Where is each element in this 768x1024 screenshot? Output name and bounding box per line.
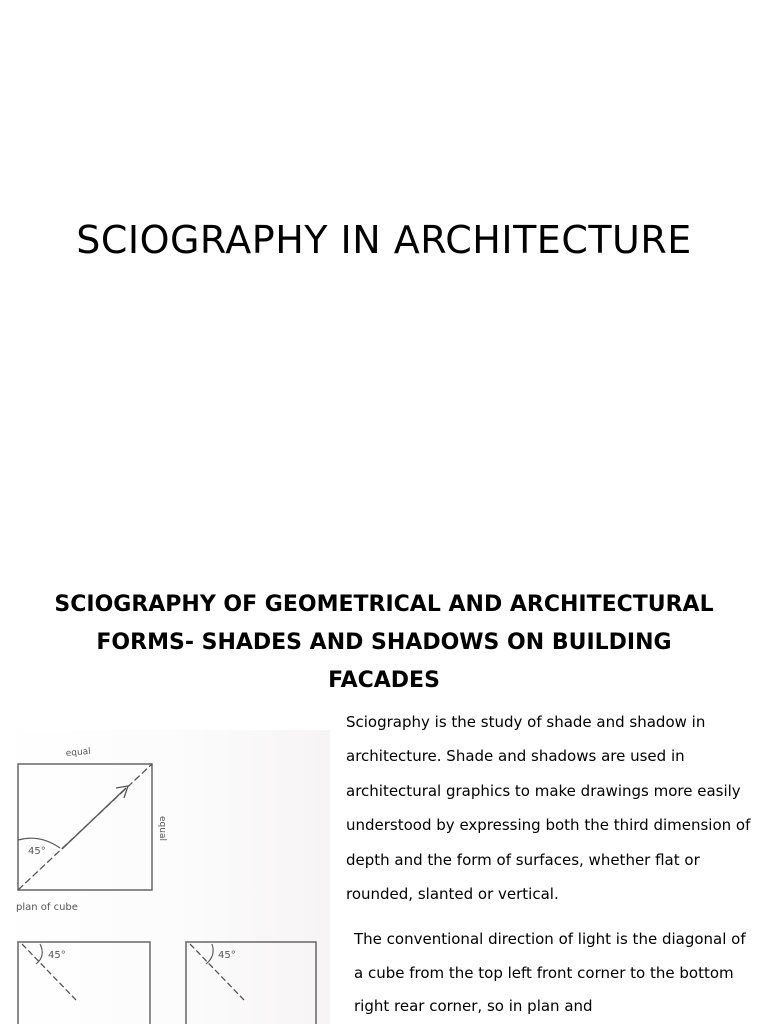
slide-heading [20, 586, 748, 700]
angle-label: 45° [28, 846, 46, 857]
left-angle-arc [36, 944, 42, 964]
left-angle-label: 45° [48, 950, 66, 961]
cube-plan-svg [0, 730, 330, 1024]
content-slide [0, 560, 768, 1024]
diagram-caption: plan of cube [16, 902, 78, 913]
slide-heading-line-2: FORMS- SHADES AND SHADOWS ON BUILDING [96, 630, 672, 655]
right-angle-label: 45° [218, 950, 236, 961]
side-edge-label: equal [157, 816, 167, 841]
right-ray-line [190, 944, 244, 1000]
body-paragraph-2: The conventional direction of light is the diagonal of a cube from the top left front corner to the bottom right rear corner, so in plan and [354, 930, 746, 1015]
top-edge-label: equal [65, 746, 92, 759]
elevation-square-left [18, 942, 150, 1024]
slide-heading-line-1: SCIOGRAPHY OF GEOMETRICAL AND ARCHITECTURAL [54, 592, 714, 617]
cube-plan-diagram [0, 730, 330, 1024]
elevation-square-right [186, 942, 316, 1024]
light-ray-arrow-shaft [62, 788, 126, 849]
page-title: SCIOGRAPHY IN ARCHITECTURE [76, 218, 692, 262]
body-paragraph-1: Sciography is the study of shade and shadow in architecture. Shade and shadows are used in architectural graphics to make drawings more easily understood by expressing both the third dimension of depth and the form of surfaces, whether flat or rounded, slanted or vertical. [346, 713, 751, 904]
right-angle-arc [206, 944, 213, 964]
slide-heading-line-3: FACADES [328, 668, 440, 693]
